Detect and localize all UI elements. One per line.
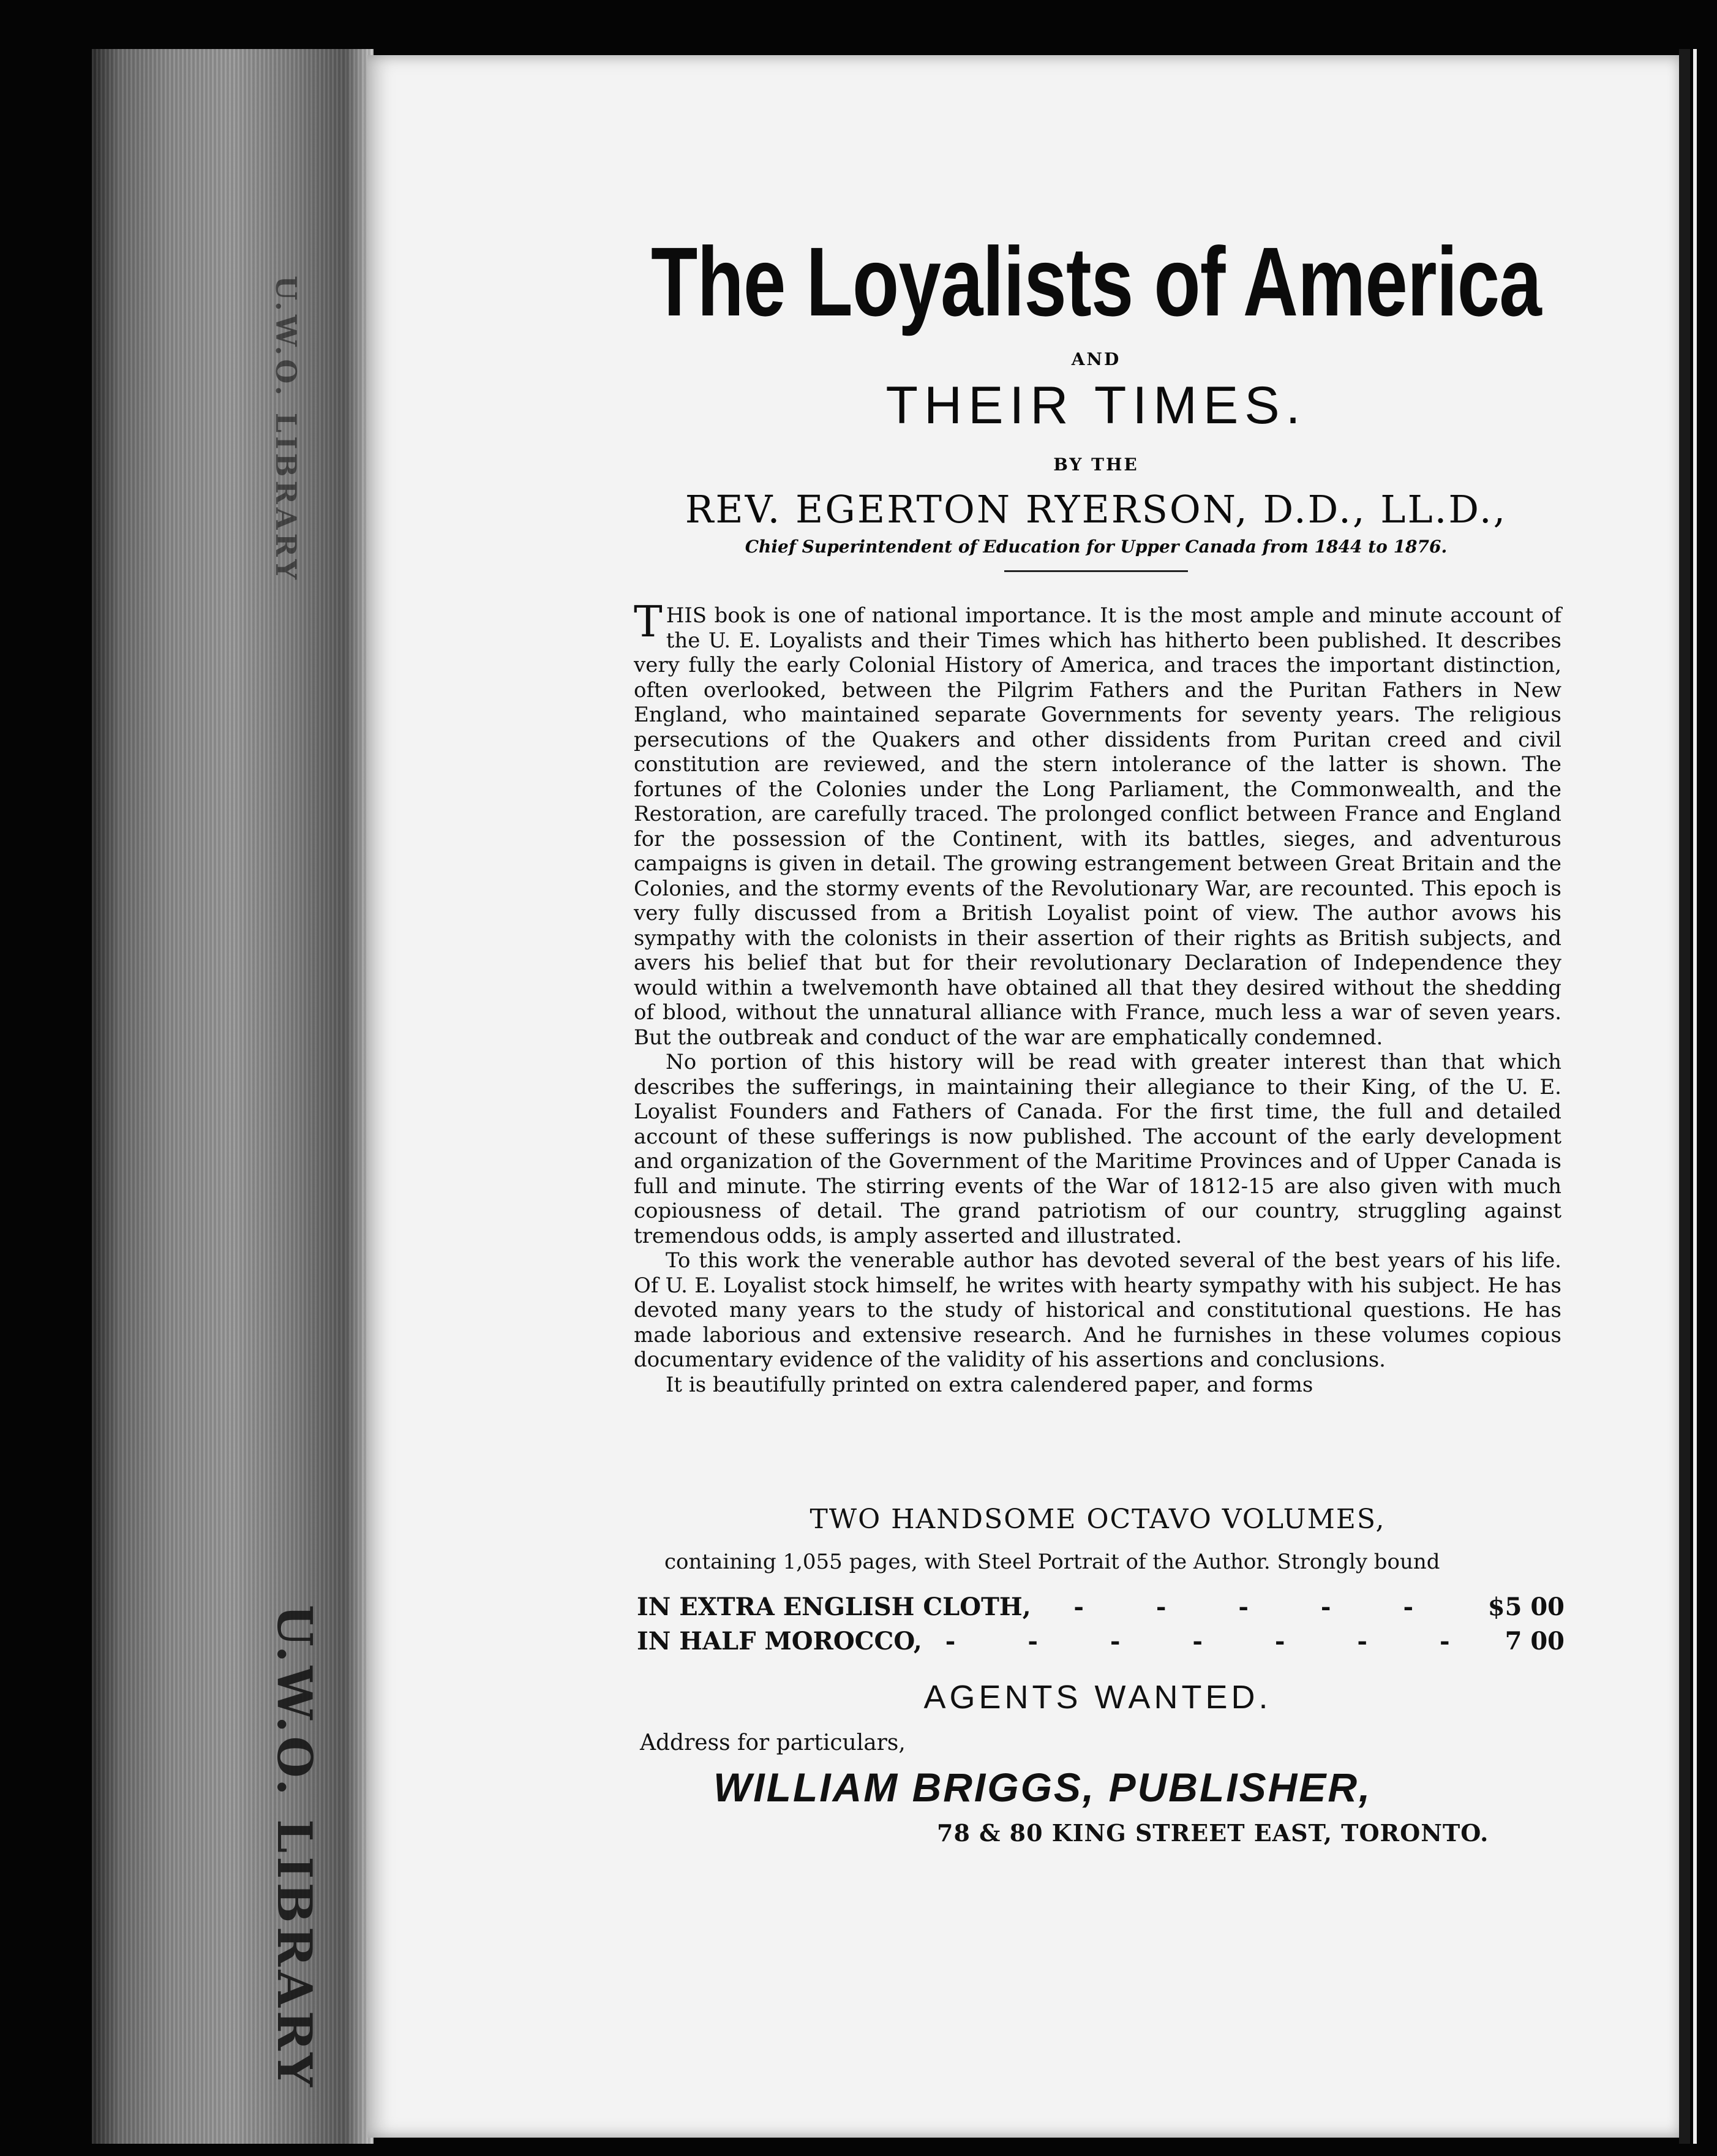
- by-the: BY THE: [1053, 454, 1139, 475]
- paragraph-4: It is beautifully printed on extra calendered paper, and forms: [666, 1372, 1313, 1397]
- author-name: REV. EGERTON RYERSON, D.D., LL.D.,: [685, 487, 1508, 532]
- spine-stamp-top: U.W.O. LIBRARY: [269, 276, 302, 584]
- price-row-morocco: [637, 1627, 1565, 1656]
- price-label: IN EXTRA ENGLISH CLOTH,: [637, 1593, 1031, 1621]
- volumes-heading: TWO HANDSOME OCTAVO VOLUMES,: [810, 1504, 1386, 1535]
- book-spine: [92, 49, 374, 2144]
- paragraph-1: [634, 597, 1561, 1050]
- price-row-cloth: [637, 1593, 1565, 1621]
- spine-stamp-bottom: U.W.O. LIBRARY: [266, 1605, 322, 2091]
- paragraph-2: No portion of this history will be read with greater interest than that which describes the sufferings, in maintaining their allegiance to their King, of the U. E. Loyalist Founders and Fathers of Canada. For the first time, the full and detailed account of these sufferings is now published. The account of the early development and organization of the Government of the Maritime Provinces and of Upper Canada is full and minute. The stirring events of the War of 1812-15 are also given with much copiousness of detail. The grand patriotism of our country, struggling against tremendous odds, is amply asserted and illustrated.: [634, 1050, 1561, 1248]
- publisher-name: WILLIAM BRIGGS, PUBLISHER,: [713, 1765, 1372, 1810]
- address-label: Address for particulars,: [640, 1730, 906, 1755]
- title-and: AND: [1071, 349, 1121, 369]
- paragraph-3: To this work the venerable author has devoted several of the best years of his life. Of U. E. Loyalist stock himself, he writes with hearty sympathy with his subject. He has devoted many years to the study of historical and constitutional questions. He has made laborious and extensive research. And he furnishes in these volumes copious documentary evidence of the validity of his assertions and conclusions.: [634, 1248, 1561, 1372]
- page-right-shadow: [1679, 49, 1690, 2144]
- price-leader: - - - - - - -: [945, 1627, 1482, 1656]
- price-value: 7 00: [1505, 1627, 1565, 1656]
- price-label: IN HALF MOROCCO,: [637, 1627, 922, 1656]
- volumes-note: containing 1,055 pages, with Steel Portrait of the Author. Strongly bound: [664, 1550, 1440, 1574]
- agents-wanted: AGENTS WANTED.: [923, 1679, 1272, 1716]
- price-value: $5 00: [1487, 1593, 1565, 1621]
- next-page-edge: [1693, 49, 1697, 2144]
- advert-body: [634, 597, 1561, 1397]
- price-leader: - - - - -: [1073, 1593, 1446, 1621]
- publisher-address: 78 & 80 KING STREET EAST, TORONTO.: [937, 1819, 1489, 1847]
- paragraph-1-text: HIS book is one of national importance. It is the most ample and minute account of the U. E. Loyalists and their Times which has hitherto been published. It describes very fully the early Colonial History of America, and traces the important distinction, often overlooked, between the Pilgrim Fathers and the Puritan Fathers in New England, who maintained separate Governments for seventy years. The religious persecutions of the Quakers and other dissidents from Puritan creed and civil constitution are reviewed, and the stern intolerance of the latter is shown. The fortunes of the Colonies under the Long Parliament, the Commonwealth, and the Restoration, are carefully traced. The prolonged conflict between France and England for the possession of the Continent, with its battles, sieges, and adventurous campaigns is given in detail. The growing estrangement between Great Britain and the Colonies, and the stormy events of the Revolutionary War, are recounted. This epoch is very fully discussed from a British Loyalist point of view. The author avows his sympathy with the colonists in their assertion of their rights as British subjects, and avers his belief that but for their revolutionary Declaration of Independence they would within a twelvemonth have obtained all that they desired without the shedding of blood, without the unnatural alliance with France, much less a war of seven years. But the outbreak and conduct of the war are emphatically condemned.: [634, 603, 1561, 1050]
- advert-header: [625, 227, 1568, 572]
- header-rule: [1004, 570, 1188, 572]
- author-description: Chief Superintendent of Education for Upper Canada from 1844 to 1876.: [745, 537, 1448, 557]
- book-subtitle: THEIR TIMES.: [885, 376, 1307, 435]
- drop-cap: T: [634, 597, 663, 647]
- book-title: The Loyalists of America: [651, 227, 1541, 336]
